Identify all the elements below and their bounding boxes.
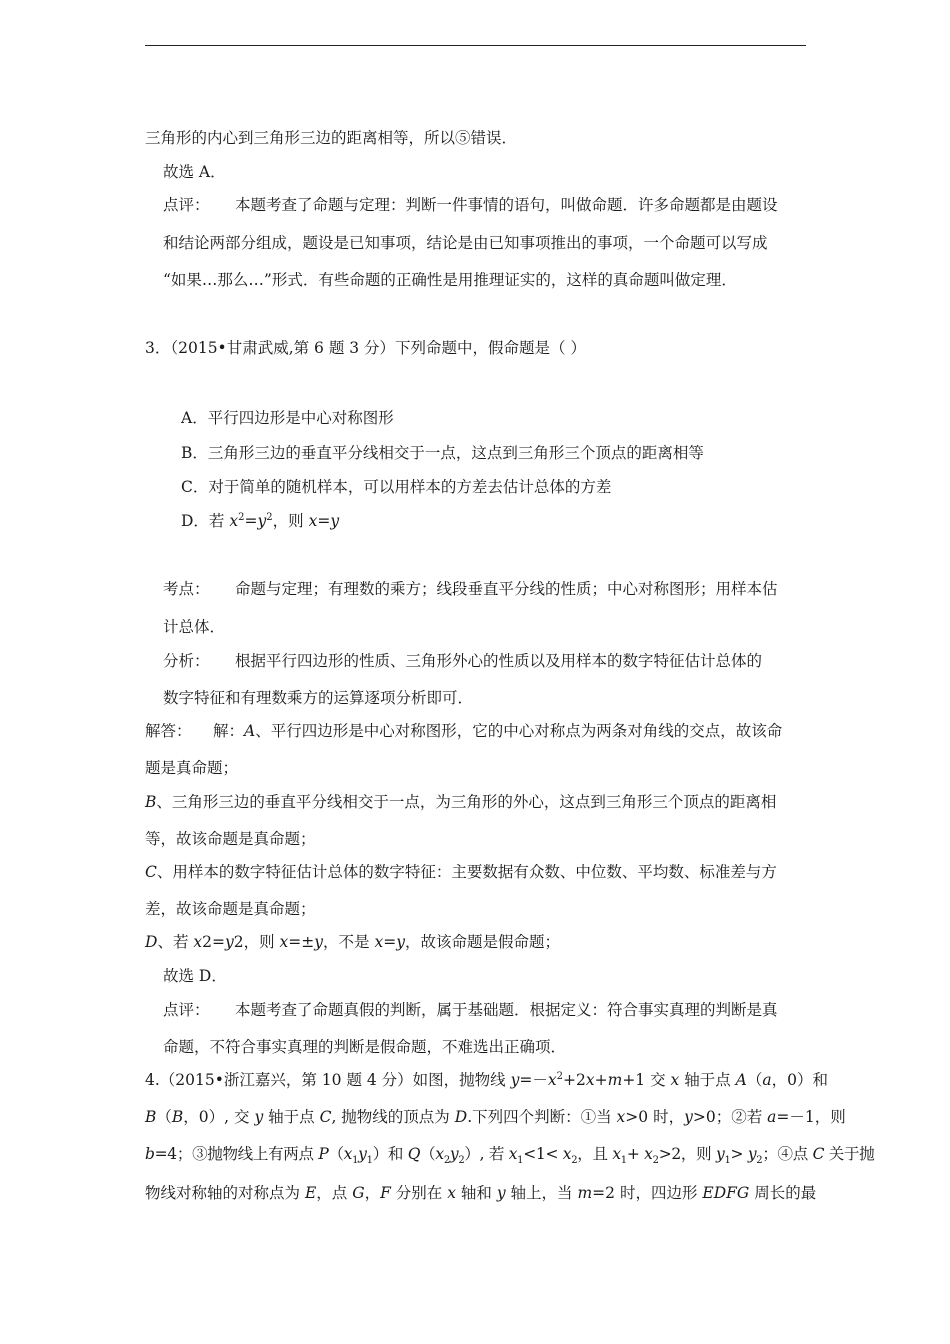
q3-choice-line: 故选 D． bbox=[163, 967, 227, 985]
prev-conclusion-line: 三角形的内心到三角形三边的距离相等，所以⑤错误． bbox=[145, 129, 518, 147]
q3-b-line-2: 等，故该命题是真命题； bbox=[145, 830, 316, 848]
review-label: 点评： bbox=[163, 1001, 210, 1019]
q3-review-line-2: 命题，不符合事实真理的判断是假命题，不难选出正确项． bbox=[163, 1038, 567, 1056]
prev-review-line-1: 点评： 本题考查了命题与定理：判断一件事情的语句，叫做命题．许多命题都是由题设 bbox=[163, 196, 778, 214]
q3-fenxi-line-1: 分析： 根据平行四边形的性质、三角形外心的性质以及用样本的数字特征估计总体的 bbox=[163, 652, 763, 670]
q3-c-line-1: C、用样本的数字特征估计总体的数字特征：主要数据有众数、中位数、平均数、标准差与方 bbox=[145, 863, 777, 881]
header-rule bbox=[145, 45, 806, 46]
prev-review-line-2: 和结论两部分组成，题设是已知事项，结论是由已知事项推出的事项，一个命题可以写成 bbox=[163, 234, 768, 252]
q3-option-b: B．三角形三边的垂直平分线相交于一点，这点到三角形三个顶点的距离相等 bbox=[181, 444, 704, 462]
fenxi-label: 分析： bbox=[163, 652, 210, 670]
q4-line-1: 4.（2015•浙江嘉兴，第 10 题 4 分）如图，抛物线 $y=-x^2+2x+m+1$ 交 x 轴于点 A（a，0）和 bbox=[145, 1070, 828, 1089]
q4-line-4: 物线对称轴的对称点为 E，点 G，F 分别在 x 轴和 y 轴上，当 m=2 时，四边形 EDFG 周长的最 bbox=[145, 1184, 817, 1202]
q3-jieda-line-2: 题是真命题； bbox=[145, 759, 239, 777]
q3-option-c: C．对于简单的随机样本，可以用样本的方差去估计总体的方差 bbox=[181, 478, 612, 496]
q4-line-3: b=4；③抛物线上有两点 $P(x_1y_1)$和 $Q(x_2y_2)$, 若 $x_1<1< x_2$，且 $x_1+ x_2>2$，则 $y_1> y_2$；④点 C 关于抛 bbox=[145, 1145, 875, 1167]
q3-c-line-2: 差，故该命题是真命题； bbox=[145, 900, 316, 918]
prev-choice-line: 故选 A． bbox=[163, 163, 226, 181]
q3-option-d: D．若 $x^2=y^2$，则 x=y bbox=[181, 511, 340, 530]
q3-d-line: D、若 x2=y2，则 x=±y，不是 x=y，故该命题是假命题； bbox=[145, 933, 561, 951]
q3-option-a: A．平行四边形是中心对称图形 bbox=[181, 409, 394, 427]
kaodian-label: 考点： bbox=[163, 580, 210, 598]
q4-line-2: B（B，0）, 交 y 轴于点 C, 抛物线的顶点为 D.下列四个判断：①当 x>0 时，y>0；②若 a=－1，则 bbox=[145, 1108, 846, 1126]
q3-fenxi-line-2: 数字特征和有理数乘方的运算逐项分析即可． bbox=[163, 689, 474, 707]
prev-review-line-3: “如果…那么…”形式．有些命题的正确性是用推理证实的，这样的真命题叫做定理． bbox=[163, 271, 737, 289]
q3-jieda-line-1: 解答： 解：A、平行四边形是中心对称图形，它的中心对称点为两条对角线的交点，故该命 bbox=[145, 722, 783, 740]
q3-stem: 3．（2015•甘肃武威,第 6 题 3 分）下列命题中，假命题是（ ） bbox=[145, 339, 586, 357]
q3-kaodian-line-2: 计总体． bbox=[163, 618, 226, 636]
q3-kaodian-line-1: 考点： 命题与定理；有理数的乘方；线段垂直平分线的性质；中心对称图形；用样本估 bbox=[163, 580, 778, 598]
q3-review-line-1: 点评： 本题考查了命题真假的判断，属于基础题．根据定义：符合事实真理的判断是真 bbox=[163, 1001, 778, 1019]
q3-b-line-1: B、三角形三边的垂直平分线相交于一点，为三角形的外心，这点到三角形三个顶点的距离相 bbox=[145, 793, 777, 811]
jieda-label: 解答： bbox=[145, 722, 192, 740]
review-label: 点评： bbox=[163, 196, 210, 214]
